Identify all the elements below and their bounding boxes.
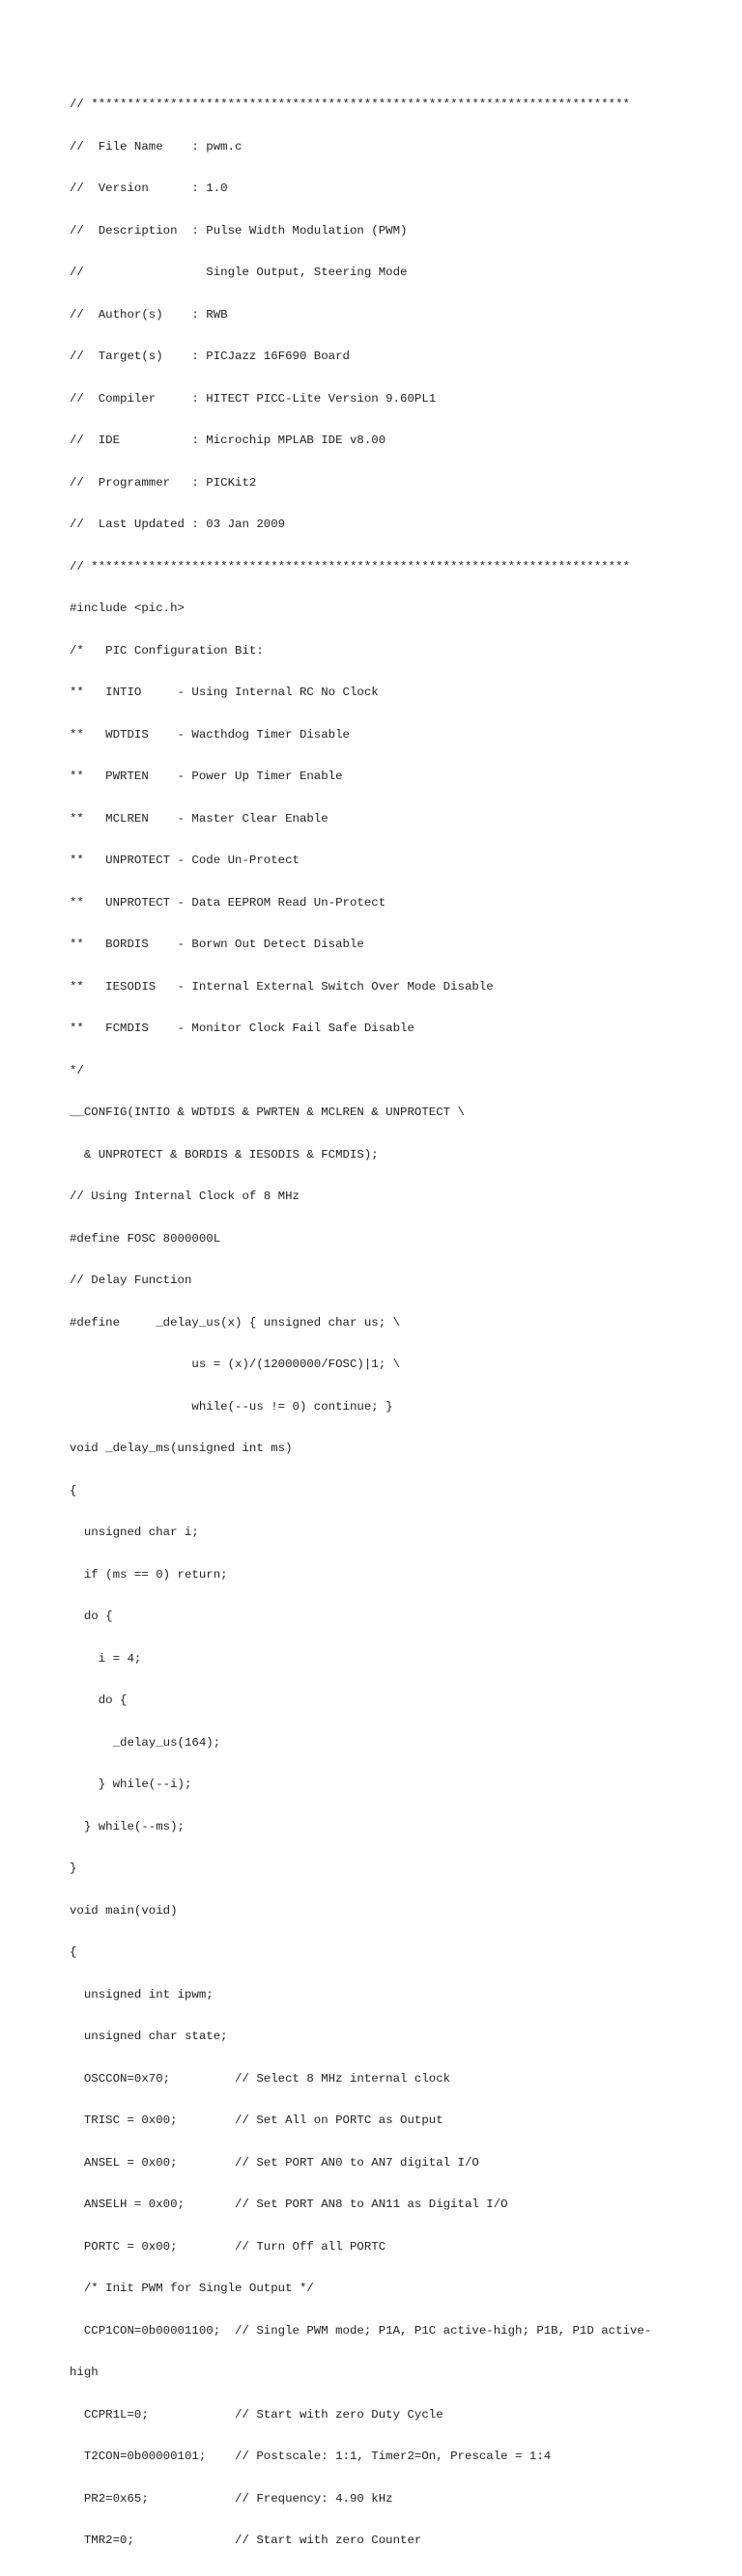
- code-line: #define FOSC 8000000L: [70, 1231, 221, 1246]
- code-line: {: [70, 1946, 77, 1959]
- code-line: // Using Internal Clock of 8 MHz: [70, 1190, 300, 1203]
- code-line: CCPR1L=0; // Start with zero Duty Cycle: [70, 2407, 443, 2422]
- code-line: T2CON=0b00000101; // Postscale: 1:1, Timer2=On, Prescale = 1:4: [70, 2450, 552, 2463]
- code-line: ANSEL = 0x00; // Set PORT AN0 to AN7 digital I/O: [70, 2155, 479, 2170]
- code-line: unsigned char state;: [70, 2030, 228, 2043]
- code-line: TMR2=0; // Start with zero Counter: [70, 2534, 422, 2547]
- code-line: // File Name : pwm.c: [70, 139, 243, 154]
- code-line: // Version : 1.0: [70, 182, 228, 195]
- code-line: ** WDTDIS - Wacthdog Timer Disable: [70, 727, 350, 742]
- code-line: ** PWRTEN - Power Up Timer Enable: [70, 770, 343, 783]
- code-line: unsigned char i;: [70, 1526, 199, 1539]
- code-line: #include <pic.h>: [70, 602, 185, 615]
- code-line: void main(void): [70, 1903, 178, 1918]
- code-line: ANSELH = 0x00; // Set PORT AN8 to AN11 as Digital I/O: [70, 2198, 508, 2211]
- code-line: /* Init PWM for Single Output */: [70, 2282, 314, 2295]
- code-line: // Single Output, Steering Mode: [70, 266, 408, 279]
- code-line: ** UNPROTECT - Data EEPROM Read Un-Protect: [70, 895, 386, 910]
- code-line: PORTC = 0x00; // Turn Off all PORTC: [70, 2239, 386, 2254]
- code-line: // Description : Pulse Width Modulation (PWM): [70, 223, 408, 238]
- code-line: ** BORDIS - Borwn Out Detect Disable: [70, 938, 364, 951]
- code-line: } while(--ms);: [70, 1819, 185, 1834]
- source-code-listing: [70, 70, 707, 2576]
- code-line: void _delay_ms(unsigned int ms): [70, 1442, 293, 1455]
- code-line: do {: [70, 1610, 113, 1623]
- code-line: #define _delay_us(x) { unsigned char us; \: [70, 1315, 401, 1330]
- code-line: __CONFIG(INTIO & WDTDIS & PWRTEN & MCLREN & UNPROTECT \: [70, 1106, 465, 1119]
- code-line: ** MCLREN - Master Clear Enable: [70, 811, 328, 826]
- code-line: // Compiler : HITECT PICC-Lite Version 9.60PL1: [70, 391, 437, 406]
- code-line: */: [70, 1063, 84, 1078]
- code-line: unsigned int ipwm;: [70, 1987, 214, 2002]
- code-line: do {: [70, 1694, 128, 1707]
- code-line: // Delay Function: [70, 1274, 192, 1287]
- code-line: // Target(s) : PICJazz 16F690 Board: [70, 350, 350, 363]
- code-line: & UNPROTECT & BORDIS & IESODIS & FCMDIS);: [70, 1147, 379, 1162]
- code-line: } while(--i);: [70, 1778, 192, 1791]
- code-line: ** FCMDIS - Monitor Clock Fail Safe Disable: [70, 1022, 414, 1035]
- code-line: /* PIC Configuration Bit:: [70, 643, 264, 658]
- code-line: while(--us != 0) continue; }: [70, 1399, 393, 1414]
- code-line: }: [70, 1862, 77, 1875]
- code-line: ** UNPROTECT - Code Un-Protect: [70, 854, 300, 867]
- code-line: // ***************************************************************************: [70, 98, 630, 111]
- code-line: CCP1CON=0b00001100; // Single PWM mode; P1A, P1C active-high; P1B, P1D active-: [70, 2323, 652, 2338]
- code-line: // Programmer : PICKit2: [70, 475, 257, 490]
- code-line: ** INTIO - Using Internal RC No Clock: [70, 686, 379, 699]
- code-line: i = 4;: [70, 1651, 142, 1666]
- code-line: high: [70, 2366, 99, 2379]
- code-line: OSCCON=0x70; // Select 8 MHz internal clock: [70, 2071, 451, 2086]
- code-line: {: [70, 1483, 77, 1498]
- code-line: _delay_us(164);: [70, 1735, 221, 1750]
- code-line: ** IESODIS - Internal External Switch Over Mode Disable: [70, 979, 494, 994]
- code-line: // Last Updated : 03 Jan 2009: [70, 518, 286, 531]
- code-line: TRISC = 0x00; // Set All on PORTC as Output: [70, 2114, 443, 2127]
- code-line: if (ms == 0) return;: [70, 1567, 228, 1582]
- code-line: // Author(s) : RWB: [70, 307, 228, 322]
- code-line: us = (x)/(12000000/FOSC)|1; \: [70, 1358, 401, 1371]
- code-line: // ***************************************************************************: [70, 559, 630, 574]
- code-line: PR2=0x65; // Frequency: 4.90 kHz: [70, 2491, 393, 2506]
- code-line: // IDE : Microchip MPLAB IDE v8.00: [70, 434, 386, 447]
